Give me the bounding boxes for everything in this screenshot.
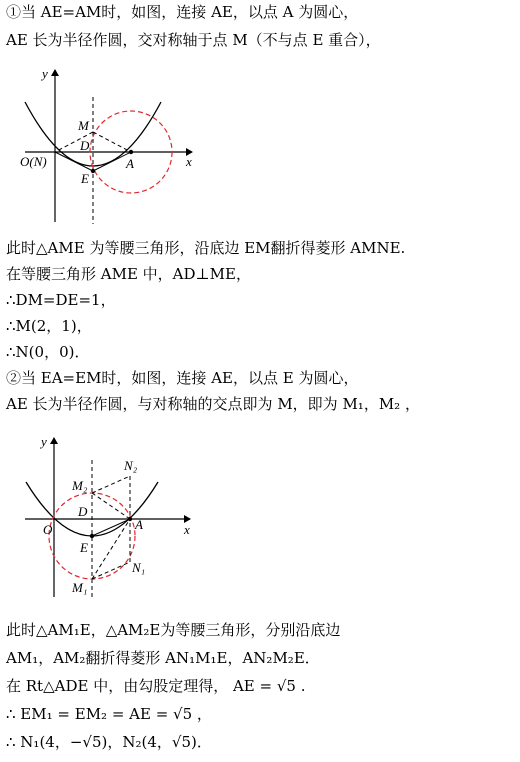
label-D: D <box>80 138 90 153</box>
text-line-9: AE 长为半径作圆，与对称轴的交点即为 M，即为 M₁，M₂ ， <box>6 395 420 413</box>
text-line-7: ∴N(0，0)． <box>6 343 90 361</box>
label-D: D <box>78 504 88 519</box>
text-line-1: ①当 AE=AM时，如图，连接 AE，以点 A 为圆心， <box>6 3 359 21</box>
text-line-13: ∴ EM₁ = EM₂ = AE = √5 ， <box>6 705 212 723</box>
label-y: y <box>41 434 47 449</box>
text-line-14: ∴ N₁(4，−√5)，N₂(4，√5)． <box>6 733 212 751</box>
label-x: x <box>186 154 192 169</box>
segment-EO <box>55 152 93 171</box>
text-line-2: AE 长为半径作圆，交对称轴于点 M（不与点 E 重合）， <box>6 31 381 49</box>
label-N1: N₁ <box>132 560 146 575</box>
figure-1 <box>20 62 200 227</box>
point-E <box>90 534 94 538</box>
text-line-8: ②当 EA=EM时，如图，连接 AE，以点 E 为圆心， <box>6 369 359 387</box>
figure-2 <box>20 432 195 604</box>
text-line-3: 此时△AME 为等腰三角形，沿底边 EM翻折得菱形 AMNE. <box>6 239 406 257</box>
text-line-6: ∴M(2，1)， <box>6 317 92 335</box>
label-N2: N₂ <box>124 458 138 473</box>
segment-EA <box>92 519 130 536</box>
label-y: y <box>42 66 48 81</box>
label-M1: M₁ <box>72 580 88 595</box>
label-M: M <box>78 118 89 133</box>
label-x: x <box>184 522 190 537</box>
point-A <box>128 517 132 521</box>
text-line-4: 在等腰三角形 AME 中，AD⊥ME， <box>6 265 251 283</box>
text-line-11: AM₁，AM₂翻折得菱形 AN₁M₁E，AN₂M₂E． <box>6 649 320 667</box>
label-M2: M₂ <box>72 478 88 493</box>
label-A: A <box>135 517 143 532</box>
segment-M2A <box>92 493 130 519</box>
segment-MA <box>93 132 131 152</box>
text-line-10: 此时△AM₁E，△AM₂E为等腰三角形，分别沿底边 <box>6 621 341 639</box>
label-E: E <box>80 540 88 555</box>
point-A <box>129 150 133 154</box>
segment-M2N2 <box>92 476 130 493</box>
text-line-5: ∴DM=DE=1， <box>6 291 116 309</box>
label-origin: O <box>43 522 53 537</box>
label-E: E <box>81 171 89 186</box>
text-line-12: 在 Rt△ADE 中，由勾股定理得， AE = √5 . <box>6 677 306 695</box>
point-E <box>91 169 95 173</box>
label-A: A <box>126 156 134 171</box>
label-origin: O(N) <box>20 154 47 169</box>
